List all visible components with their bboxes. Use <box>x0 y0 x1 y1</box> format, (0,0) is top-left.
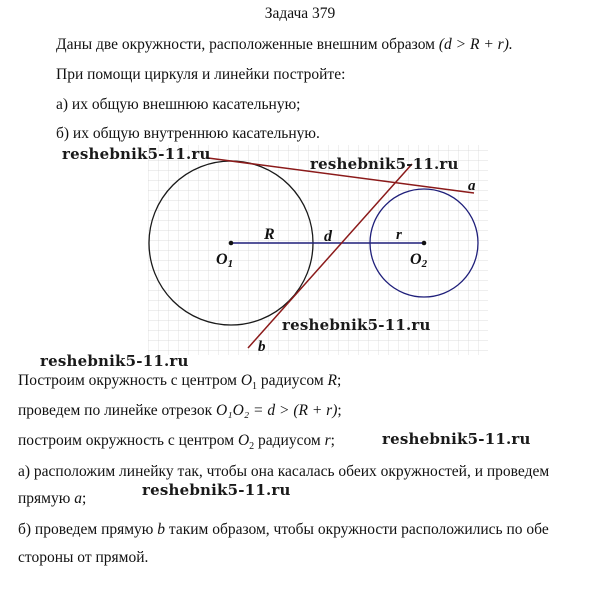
watermark: reshebnik5-11.ru <box>382 430 531 448</box>
solution-step-4: а) расположим линейку так, чтобы она касалась обеих окружностей, и проведем <box>18 463 550 480</box>
page-title: Задача 379 <box>264 5 336 22</box>
watermark: reshebnik5-11.ru <box>142 481 291 499</box>
label-r: r <box>396 227 402 243</box>
solution-step-6: б) проведем прямую b таким образом, чтобы окружности расположились по обе <box>18 521 549 538</box>
center-o1 <box>229 241 234 246</box>
solution-step-5: прямую a; <box>18 490 87 507</box>
condition-line-2: При помощи циркуля и линейки постройте: <box>56 66 346 83</box>
watermark: reshebnik5-11.ru <box>40 352 189 370</box>
label-d: d <box>324 228 332 245</box>
task-item-b: б) их общую внутреннюю касательную. <box>56 125 320 142</box>
label-b: b <box>258 339 266 355</box>
task-item-a: а) их общую внешнюю касательную; <box>56 96 301 113</box>
label-R: R <box>264 226 275 243</box>
solution-step-1: Построим окружность с центром $O_1$ радиусом R; <box>18 372 342 393</box>
solution-step-7: стороны от прямой. <box>18 549 149 566</box>
solution-step-3: построим окружность с центром $O_2$ радиусом r; <box>18 432 335 453</box>
label-o1: O1 <box>216 251 234 270</box>
watermark: reshebnik5-11.ru <box>62 145 211 163</box>
watermark: reshebnik5-11.ru <box>310 155 459 173</box>
condition-text: Даны две окружности, расположенные внешним образом <box>56 36 439 53</box>
condition-line-1 <box>56 35 513 55</box>
condition-inequality: (d > R + r). <box>438 36 513 53</box>
label-a: a <box>468 178 476 194</box>
center-o2 <box>422 241 427 246</box>
watermark: reshebnik5-11.ru <box>282 316 431 334</box>
solution-step-2: проведем по линейке отрезок O₁O₂ = d > (R + r); <box>18 402 342 419</box>
label-o2: O2 <box>410 251 428 270</box>
